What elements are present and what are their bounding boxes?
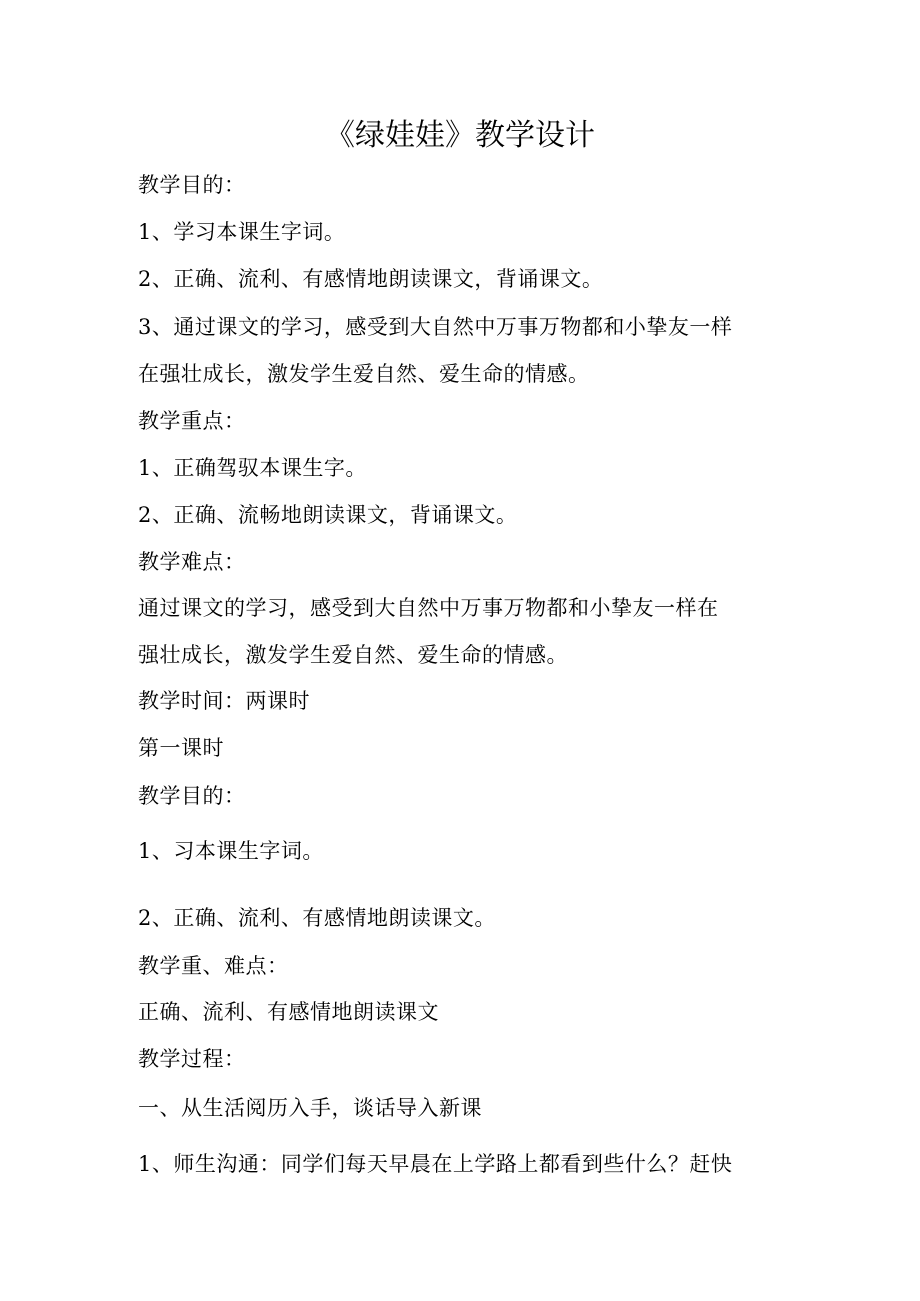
heading-teaching-focus: 教学重点： — [138, 409, 246, 433]
difficulty-text-continued: 强壮成长，激发学生爱自然、爱生命的情感。 — [138, 643, 568, 667]
goal-item-1: 1、学习本课生字词。 — [138, 220, 346, 244]
heading-teaching-goals: 教学目的： — [138, 173, 246, 197]
heading-teaching-process: 教学过程： — [138, 1047, 246, 1071]
lesson-focus-text: 正确、流利、有感情地朗读课文 — [138, 1000, 439, 1024]
lesson-goal-item-2: 2、正确、流利、有感情地朗读课文。 — [138, 906, 496, 930]
heading-teaching-difficulty: 教学难点： — [138, 550, 246, 574]
heading-lesson-goals: 教学目的： — [138, 784, 246, 808]
process-step-1: 一、从生活阅历入手，谈话导入新课 — [138, 1096, 482, 1120]
focus-item-1: 1、正确驾驭本课生字。 — [138, 456, 367, 480]
goal-item-3-continued: 在强壮成长，激发学生爱自然、爱生命的情感。 — [138, 362, 590, 386]
lesson-goal-item-1: 1、习本课生字词。 — [138, 839, 324, 863]
document-title: 《绿娃娃》教学设计 — [325, 118, 595, 153]
goal-item-2: 2、正确、流利、有感情地朗读课文，背诵课文。 — [138, 267, 604, 291]
focus-item-2: 2、正确、流畅地朗读课文，背诵课文。 — [138, 503, 518, 527]
goal-item-3: 3、通过课文的学习，感受到大自然中万事万物都和小挚友一样 — [138, 315, 733, 339]
lesson-one-heading: 第一课时 — [138, 736, 224, 760]
difficulty-text: 通过课文的学习，感受到大自然中万事万物都和小挚友一样在 — [138, 596, 719, 620]
teaching-time: 教学时间：两课时 — [138, 689, 310, 713]
process-step-1-item-1: 1、师生沟通：同学们每天早晨在上学路上都看到些什么？赶快 — [138, 1152, 733, 1176]
heading-lesson-focus-difficulty: 教学重、难点： — [138, 954, 289, 978]
